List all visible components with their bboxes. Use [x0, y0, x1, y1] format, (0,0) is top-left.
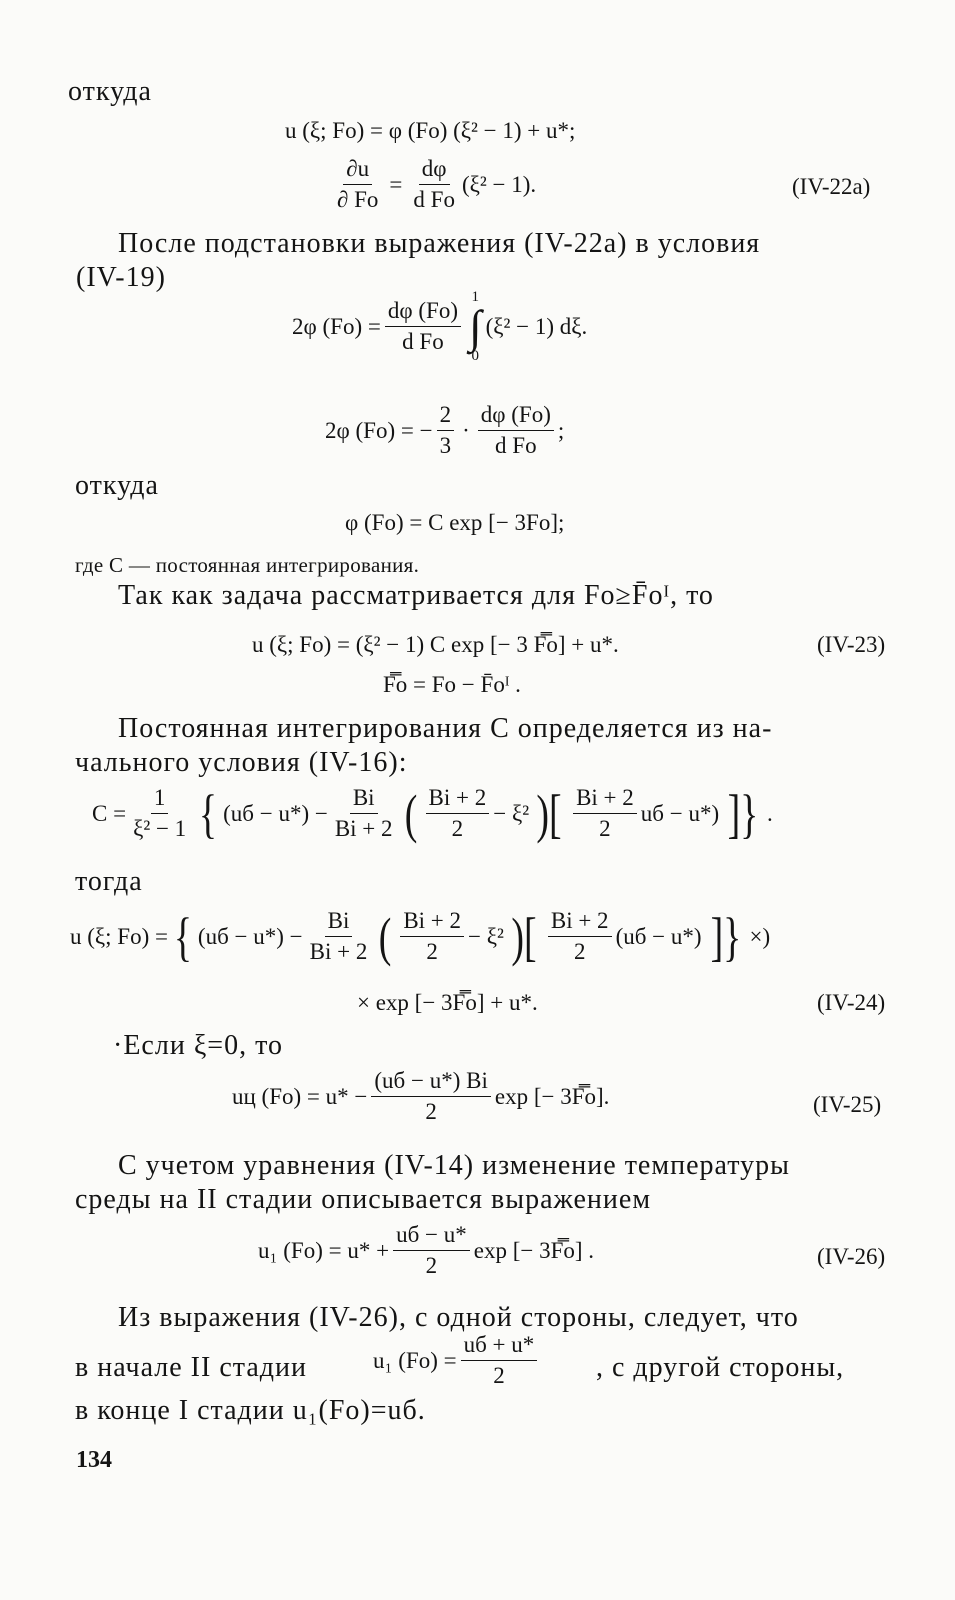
- numerator: Bi + 2: [573, 785, 637, 814]
- text-line: (IV-19): [76, 262, 166, 293]
- equation-text: × exp [− 3F̿o] + u*.: [357, 990, 538, 1015]
- numerator: Bi + 2: [548, 908, 612, 937]
- numerator: dφ (Fo): [385, 298, 461, 327]
- numerator: dφ: [419, 156, 450, 185]
- denominator: d Fo: [402, 329, 444, 355]
- equation-lhs: uц (Fo) = u* −: [232, 1083, 368, 1109]
- numerator: Bi: [350, 785, 378, 814]
- numerator: Bi + 2: [426, 785, 490, 814]
- equation: [292, 290, 587, 364]
- equation-text: u (ξ; Fo) = φ (Fo) (ξ² − 1) + u*;: [285, 118, 576, 143]
- denominator: 2: [573, 939, 586, 964]
- equation-tail: (ξ² − 1) dξ.: [485, 313, 588, 339]
- equation-lhs: C =: [92, 800, 127, 826]
- equation-constant-c: C = $\frac{1}{\text{ξ² − 1}}$ { (uб − u*) − $\frac{Bi}{Bi + 2}$ ( $\frac{Bi + 2}{2}$ − ξ² )[ $\frac{Bi + 2}{2}$ uб − u*) ]} .: [92, 783, 773, 844]
- equation-tail: (ξ² − 1).: [461, 171, 537, 197]
- equation-iv-26: [258, 1222, 594, 1279]
- equation-number: (IV-26): [817, 1244, 886, 1269]
- text-line: где C — постоянная интегрирования.: [75, 553, 420, 577]
- text-line: Из выражения (IV-26), с одной стороны, следует, что: [118, 1302, 799, 1333]
- equation-part: − ξ²: [493, 800, 530, 826]
- fraction: [410, 156, 458, 213]
- equation-iv-23: [252, 632, 619, 658]
- fraction: [393, 1222, 470, 1279]
- fraction: [437, 402, 455, 459]
- fraction: [400, 908, 464, 965]
- equation-number: (IV-23): [817, 632, 886, 657]
- numerator: 1: [151, 785, 169, 814]
- equation: [285, 118, 575, 144]
- numerator: 2: [437, 402, 455, 431]
- equation-part: (uб − u*): [615, 923, 702, 949]
- denominator: 3: [439, 433, 452, 458]
- text-line: чального условия (IV-16):: [75, 747, 408, 778]
- text-line: откуда: [75, 470, 159, 501]
- equation-text: φ (Fo) = C exp [− 3Fo];: [345, 510, 565, 535]
- numerator: (uб − u*) Bi: [371, 1068, 490, 1097]
- denominator: ξ² − 1: [133, 816, 187, 841]
- text-line: в начале II стадии: [75, 1352, 307, 1383]
- equation-tail: exp [− 3F̿o] .: [473, 1237, 595, 1263]
- equation-part: (uб − u*) −: [223, 800, 328, 826]
- numerator: dφ (Fo): [478, 402, 554, 431]
- numerator: Bi: [325, 908, 353, 937]
- fraction: [385, 298, 461, 355]
- text-line: После подстановки выражения (IV-22а) в условия: [118, 228, 761, 259]
- denominator: 2: [425, 1253, 438, 1278]
- text-line: в конце I стадии u₁(Fo)=uб.: [75, 1395, 426, 1426]
- fraction: [426, 785, 490, 842]
- equation-text: F̿o = Fo − F̄oᴵ .: [383, 672, 521, 697]
- denominator: 2: [425, 1099, 437, 1124]
- text-line: среды на II стадии описывается выражением: [75, 1184, 652, 1215]
- equation-lhs: u₁ (Fo) =: [373, 1347, 457, 1373]
- equation-tail: ;: [557, 417, 565, 443]
- equation: [357, 990, 538, 1016]
- text-line: С учетом уравнения (IV-14) изменение температуры: [118, 1150, 790, 1181]
- text-line: ·Если ξ=0, то: [113, 1030, 283, 1061]
- text-line: Так как задача рассматривается для Fo≥F̄oᴵ, то: [118, 580, 714, 611]
- equation-lhs: 2φ (Fo) = −: [325, 417, 433, 443]
- numerator: Bi + 2: [400, 908, 464, 937]
- equation-inline: [373, 1332, 541, 1389]
- page-number: 134: [76, 1447, 112, 1473]
- numerator: uб + u*: [461, 1332, 538, 1361]
- text-line: , с другой стороны,: [596, 1352, 845, 1383]
- equation-part: − ξ²: [468, 923, 504, 949]
- fraction: [130, 785, 189, 842]
- equation-number: (IV-22а): [792, 174, 871, 199]
- equation-tail: exp [− 3F̿o].: [494, 1083, 610, 1109]
- equation-number: (IV-25): [813, 1092, 882, 1117]
- fraction: [461, 1332, 538, 1389]
- denominator: d Fo: [413, 187, 455, 212]
- numerator: ∂u: [343, 156, 372, 185]
- denominator: 2: [426, 939, 438, 964]
- denominator: 2: [493, 1363, 505, 1388]
- fraction: [332, 785, 396, 842]
- fraction: [478, 402, 554, 459]
- equation-text: u (ξ; Fo) = (ξ² − 1) C exp [− 3 F̿o] + u*.: [252, 632, 619, 657]
- denominator: d Fo: [495, 433, 537, 458]
- integral-lower-limit: 0: [471, 347, 480, 364]
- equation-iv-22a: $\frac{\partial u}{\partial Fo}$ = $\frac{d\varphi}{\text{d Fo}}$ (ξ² − 1).: [330, 156, 536, 213]
- text-line: тогда: [75, 866, 143, 897]
- equation-part: uб − u*): [640, 800, 720, 826]
- equation-lhs: 2φ (Fo) =: [292, 313, 381, 339]
- denominator: 2: [451, 816, 464, 841]
- denominator: Bi + 2: [334, 816, 393, 841]
- fraction: [573, 785, 637, 842]
- fraction: [334, 156, 381, 213]
- fraction: [307, 908, 371, 965]
- integral-upper-limit: 1: [471, 289, 480, 305]
- equation: 2φ (Fo) = − $\frac{2}{3}$ · $\frac{d\varphi (Fo)}{\text{d Fo}}$ ;: [325, 402, 565, 458]
- equation-part: .: [767, 800, 773, 826]
- denominator: Bi + 2: [309, 939, 368, 964]
- equation-part: (uб − u*) −: [197, 923, 303, 949]
- denominator: 2: [599, 816, 611, 841]
- equation: [383, 672, 521, 698]
- denominator: ∂ Fo: [337, 187, 379, 212]
- equation-iv-25: [232, 1068, 609, 1125]
- equation-lhs: u₁ (Fo) = u* +: [258, 1237, 390, 1263]
- fraction: [371, 1068, 490, 1125]
- numerator: uб − u*: [393, 1222, 470, 1251]
- equation-part: ×): [749, 923, 771, 949]
- text-line: откуда: [68, 76, 152, 107]
- integral-sign: 1 ∫ 0: [469, 289, 482, 364]
- fraction: [548, 908, 612, 965]
- text-line: Постоянная интегрирования C определяется из на-: [118, 713, 773, 744]
- equation-iv-24: u (ξ; Fo) = { (uб − u*) − $\frac{Bi}{Bi + 2}$ ( $\frac{Bi + 2}{2}$ − ξ² )[ $\frac{Bi + 2}{2}$ (uб − u*) ]} ×): [70, 906, 771, 967]
- equation-lhs: u (ξ; Fo) =: [70, 923, 168, 949]
- equation-number: (IV-24): [817, 990, 886, 1015]
- equation: [345, 510, 564, 536]
